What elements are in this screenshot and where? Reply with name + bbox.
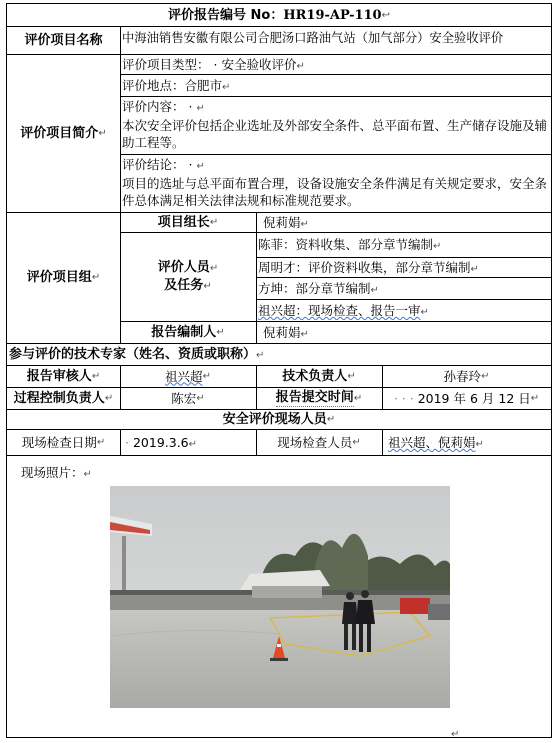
team-member-4: 祖兴超：现场检查、报告一审↵ (258, 303, 429, 318)
site-check-date-value: · 2019.3.6↵ (125, 435, 198, 450)
site-check-date-label: 现场检查日期 ↵ (21, 434, 106, 450)
site-photo (110, 486, 450, 708)
project-location: 评价地点：合肥市↵ (122, 78, 231, 93)
site-check-people-value: 祖兴超、倪莉娟↵ (388, 435, 484, 450)
report-number-code: HR19-AP-110 (283, 7, 382, 23)
project-intro-label: 评价项目简介 ↵ (20, 125, 107, 141)
report-writer-label: 报告编制人 ↵ (151, 324, 225, 340)
site-personnel-title: 安全评价现场人员 ↵ (222, 411, 336, 427)
submit-time-label: 报告提交时间 ↵ (275, 390, 363, 405)
team-member-3: 方坤：部分章节编制↵ (258, 281, 379, 296)
end-mark: ↵ (451, 729, 460, 738)
report-number-label: 评价报告编号 No： (168, 7, 284, 23)
report-number (7, 4, 551, 26)
project-type: 评价项目类型： · 安全验收评价↵ (122, 57, 305, 72)
project-name-label: 评价项目名称 (24, 32, 103, 48)
team-member-1: 陈菲：资料收集、部分章节编制↵ (258, 237, 442, 252)
paragraph-mark: ↩ (381, 9, 390, 21)
team-member-2: 周明才：评价资料收集，部分章节编制↵ (258, 260, 479, 275)
project-conclusion-text: 项目的选址与总平面布置合理，设备设施安全条件满足有关规定要求，安全条件总体满足相关法律法规和标准规范要求。 (122, 176, 548, 208)
experts-title: 参与评价的技术专家（姓名、资质或职称）↵ (9, 347, 265, 362)
site-check-people-label: 现场检查人员 ↵ (277, 434, 361, 450)
team-leader-value: 倪莉娟↵ (263, 215, 309, 230)
process-control-value: 陈宏 ↵ (171, 390, 205, 406)
project-team-label: 评价项目组 ↵ (26, 270, 101, 285)
project-content: 评价内容： · ↵ 本次安全评价包括企业选址及外部安全条件、总平面布置、生产储存设施及辅助工程等。 (122, 98, 551, 154)
submit-time-value: · · · 2019 年 6 月 12 日 ↵ (393, 390, 540, 406)
evaluation-report-form (6, 3, 552, 738)
project-content-text: 本次安全评价包括企业选址及外部安全条件、总平面布置、生产储存设施及辅助工程等。 (122, 118, 548, 150)
team-members-label: 评价人员↵ 及任务↵ (157, 259, 219, 293)
report-writer-value: 倪莉娟↵ (263, 325, 309, 340)
process-control-label: 过程控制负责人 ↵ (13, 390, 114, 406)
gas-station-photo (110, 486, 450, 708)
reviewer-value: 祖兴超 ↵ (165, 368, 211, 384)
reviewer-label: 报告审核人 ↵ (26, 368, 101, 384)
tech-lead-label: 技术负责人 ↵ (282, 368, 356, 384)
project-conclusion: 评价结论： · ↵ 项目的选址与总平面布置合理，设备设施安全条件满足有关规定要求，安全条件总体满足相关法律法规和标准规范要求。 (122, 156, 551, 212)
team-leader-label: 项目组长 ↵ (157, 214, 219, 230)
site-photo-label: 现场照片：↵ (21, 465, 92, 480)
project-name-value: 中海油销售安徽有限公司合肥汤口路油气站（加气部分）安全验收评价 (122, 31, 504, 45)
tech-lead-value: 孙春玲 ↵ (443, 368, 490, 384)
